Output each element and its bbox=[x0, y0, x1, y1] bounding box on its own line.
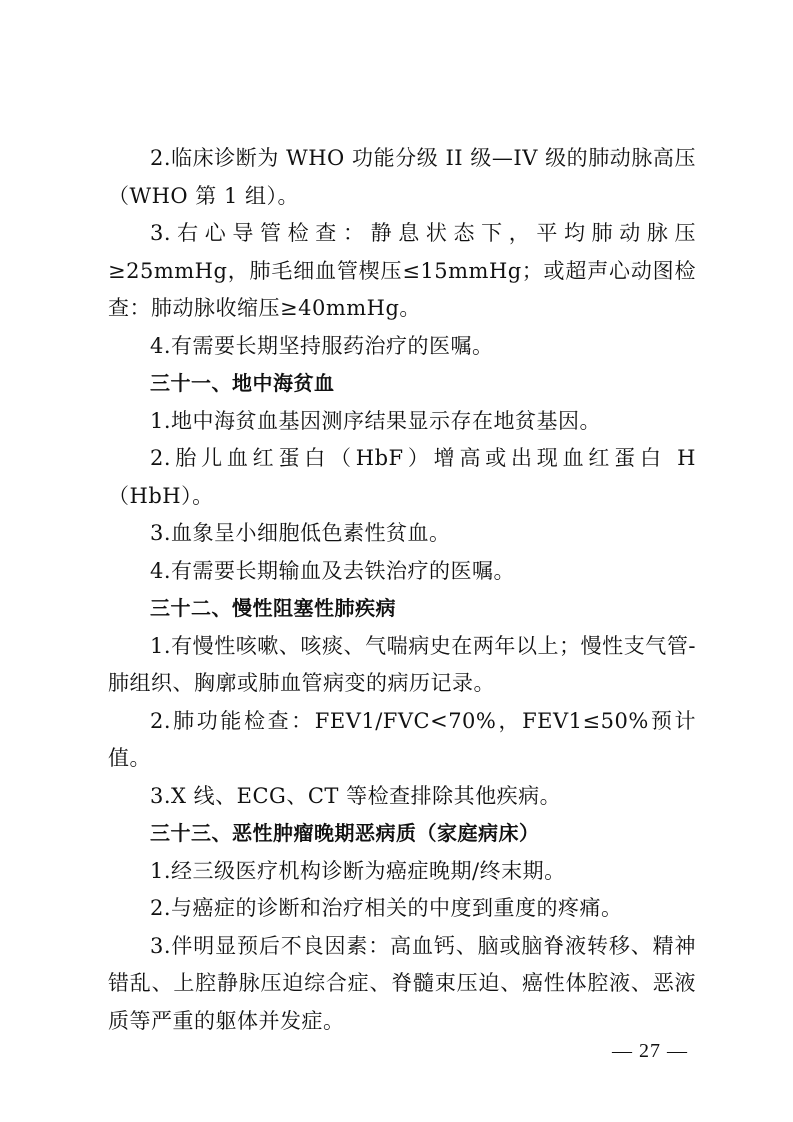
paragraph-s33-item-3: 3.伴明显预后不良因素：高血钙、脑或脑脊液转移、精神错乱、上腔静脉压迫综合症、脊髓束压迫、癌性体腔液、恶液质等严重的躯体并发症。 bbox=[108, 933, 696, 1033]
paragraph-s32-item-2: 2.肺功能检查：FEV1/FVC<70%，FEV1≤50%预计值。 bbox=[108, 708, 696, 770]
paragraph-s30-item-3: 3.右心导管检查：静息状态下，平均肺动脉压≥25mmHg，肺毛细血管楔压≤15mmHg；或超声心动图检查：肺动脉收缩压≥40mmHg。 bbox=[108, 221, 696, 320]
page-number: — 27 — bbox=[612, 1040, 688, 1062]
section-heading-31: 三十一、地中海贫血 bbox=[150, 371, 335, 395]
paragraph-s30-item-4: 4.有需要长期坚持服药治疗的医嘱。 bbox=[150, 333, 494, 358]
paragraph-s31-item-2: 2.胎儿血红蛋白（HbF）增高或出现血红蛋白 H（HbH）。 bbox=[108, 446, 696, 508]
paragraph-s31-item-4: 4.有需要长期输血及去铁治疗的医嘱。 bbox=[150, 558, 516, 583]
paragraph-s30-item-2: 2.临床诊断为 WHO 功能分级 II 级—IV 级的肺动脉高压（WHO 第 1 组）。 bbox=[108, 146, 696, 208]
paragraph-s31-item-3: 3.血象呈小细胞低色素性贫血。 bbox=[150, 521, 451, 545]
section-heading-33: 三十三、恶性肿瘤晚期恶病质（家庭病床） bbox=[150, 821, 540, 845]
document-body bbox=[108, 140, 696, 1040]
paragraph-s32-item-3: 3.X 线、ECG、CT 等检查排除其他疾病。 bbox=[150, 783, 562, 808]
paragraph-s32-item-1: 1.有慢性咳嗽、咳痰、气喘病史在两年以上；慢性支气管-肺组织、胸廓或肺血管病变的病历记录。 bbox=[108, 633, 696, 695]
paragraph-s33-item-1: 1.经三级医疗机构诊断为癌症晚期/终末期。 bbox=[150, 858, 566, 883]
paragraph-s31-item-1: 1.地中海贫血基因测序结果显示存在地贫基因。 bbox=[150, 408, 602, 433]
section-heading-32: 三十二、慢性阻塞性肺疾病 bbox=[150, 596, 396, 620]
paragraph-s33-item-2: 2.与癌症的诊断和治疗相关的中度到重度的疼痛。 bbox=[150, 896, 623, 920]
